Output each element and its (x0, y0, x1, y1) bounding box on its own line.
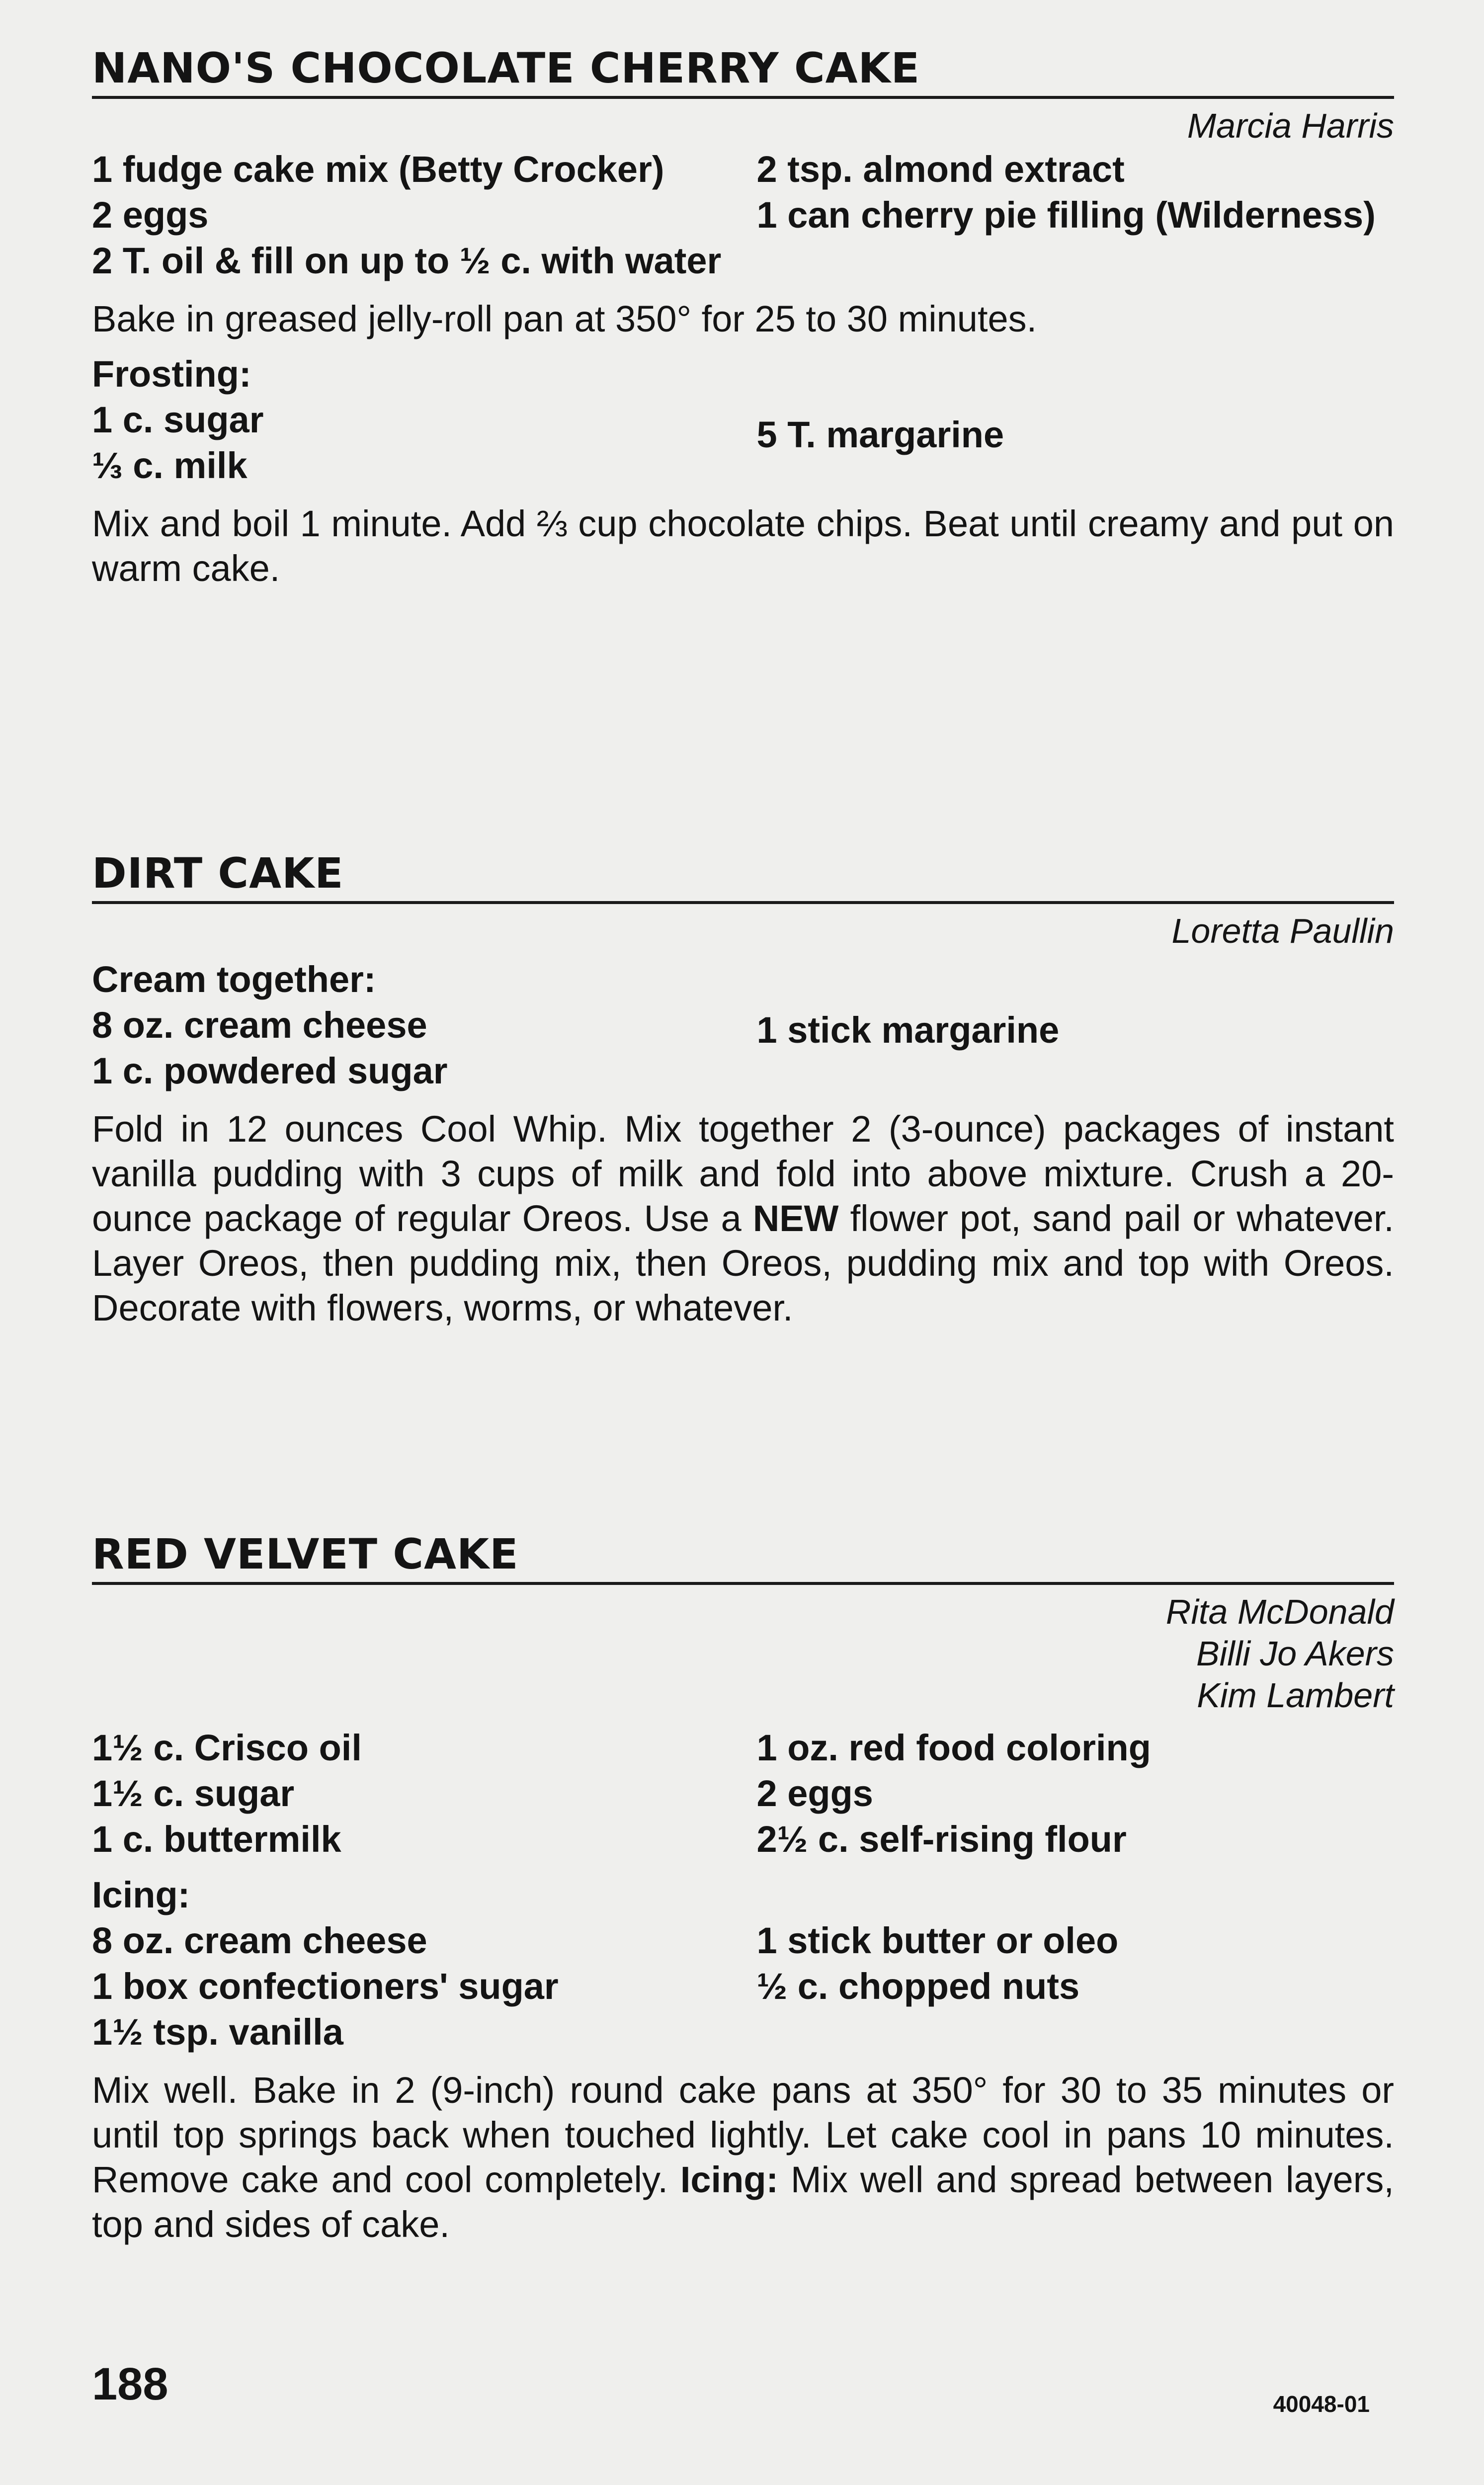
ingredient: 2 tsp. almond extract (756, 149, 1125, 190)
frosting-ingredients (92, 397, 1394, 489)
recipe-red-velvet-cake (92, 1530, 1394, 2247)
recipe-nanos-chocolate-cherry-cake (92, 44, 1394, 591)
print-code: 40048-01 (1273, 2391, 1370, 2417)
icing-heading: Icing: (92, 1874, 190, 1915)
ingredients-left-column (92, 1725, 730, 1862)
frosting-instructions: Mix and boil 1 minute. Add ⅔ cup chocolate chips. Beat until creamy and put on warm cake. (92, 503, 1394, 589)
ingredients-right-column (730, 147, 1395, 284)
ingredients-right-column (730, 1725, 1395, 1862)
author-name: Rita McDonald (1165, 1592, 1394, 1631)
ingredient: 1½ c. sugar (92, 1773, 295, 1814)
recipe-instructions (92, 2068, 1394, 2247)
recipe-dirt-cake (92, 849, 1394, 1330)
ingredient: 1 fudge cake mix (Betty Crocker) (92, 149, 664, 190)
icing-ingredients (92, 1918, 1394, 2055)
ingredient: 2 eggs (756, 1773, 873, 1814)
ingredient: 1 can cherry pie filling (Wilderness) (756, 194, 1376, 236)
ingredients-list (92, 1725, 1394, 1862)
ingredient: 1 c. sugar (92, 399, 264, 440)
ingredient: 2 eggs (92, 194, 209, 236)
ingredient: 1 stick margarine (756, 1009, 1060, 1051)
icing-left-column (92, 1918, 730, 2055)
ingredient: 1 oz. red food coloring (756, 1727, 1151, 1768)
ingredient: 2½ c. self-rising flour (756, 1819, 1127, 1860)
recipe-title: RED VELVET CAKE (92, 1533, 1394, 1585)
ingredient: 8 oz. cream cheese (92, 1920, 427, 1961)
recipe-authors (92, 1591, 1394, 1716)
cream-together-heading: Cream together: (92, 959, 376, 1000)
page-number: 188 (92, 2359, 168, 2409)
instructions-text: Fold in 12 ounces Cool Whip. Mix together 2 (3-ounce) packages of instant vanilla pudding with 3 cups of milk and fold into above mixture. Crush a 20-ounce package of regular Oreos. Use a (92, 1108, 1394, 1239)
instructions-emphasis: NEW (752, 1198, 839, 1239)
ingredient: 1½ tsp. vanilla (92, 2011, 343, 2053)
instructions-emphasis: Icing: (680, 2159, 779, 2200)
ingredient: 5 T. margarine (756, 414, 1004, 455)
ingredients-right-column (730, 1002, 1395, 1094)
ingredients-list (92, 147, 1394, 284)
author-name: Billi Jo Akers (1196, 1634, 1394, 1673)
instructions-text: Mix well. Bake in 2 (9-inch) round cake pans at 350° for 30 to 35 minutes or until top springs back when touched lightly. Let cake cool in pans 10 minutes. Remove cake and cool completely. (92, 2070, 1394, 2200)
recipe-title: NANO'S CHOCOLATE CHERRY CAKE (92, 47, 1394, 99)
instructions-text: Mix well and spread between layers, top and sides of cake. (92, 2159, 1394, 2245)
recipe-instructions (92, 1107, 1394, 1330)
ingredients-left-column (92, 147, 730, 284)
ingredient: 1 c. powdered sugar (92, 1050, 448, 1091)
ingredient: 1½ c. Crisco oil (92, 1727, 362, 1768)
ingredient: 1 box confectioners' sugar (92, 1966, 559, 2007)
ingredients-list (92, 1002, 1394, 1094)
ingredient: 8 oz. cream cheese (92, 1004, 427, 1046)
icing-right-column (730, 1918, 1395, 2055)
frosting-right-column (730, 397, 1395, 489)
ingredient: 1 c. buttermilk (92, 1819, 341, 1860)
recipe-instructions: Bake in greased jelly-roll pan at 350° for 25 to 30 minutes. (92, 298, 1037, 339)
recipe-author (92, 105, 1394, 147)
author-name: Kim Lambert (1197, 1676, 1394, 1715)
author-name: Marcia Harris (1187, 106, 1394, 145)
frosting-heading: Frosting: (92, 353, 251, 395)
ingredient: ⅓ c. milk (92, 445, 247, 486)
recipe-title: DIRT CAKE (92, 852, 1394, 904)
author-name: Loretta Paullin (1171, 911, 1394, 950)
ingredient: 1 stick butter or oleo (756, 1920, 1119, 1961)
ingredients-left-column (92, 1002, 730, 1094)
instructions-text: flower pot, sand pail or whatever. Layer Oreos, then pudding mix, then Oreos, pudding mix and top with Oreos. Decorate with flowers, worms, or whatever. (92, 1198, 1394, 1328)
ingredient: 2 T. oil & fill on up to ½ c. with water (92, 240, 722, 281)
recipe-author (92, 910, 1394, 952)
frosting-left-column (92, 397, 730, 489)
ingredient: ½ c. chopped nuts (756, 1966, 1080, 2007)
